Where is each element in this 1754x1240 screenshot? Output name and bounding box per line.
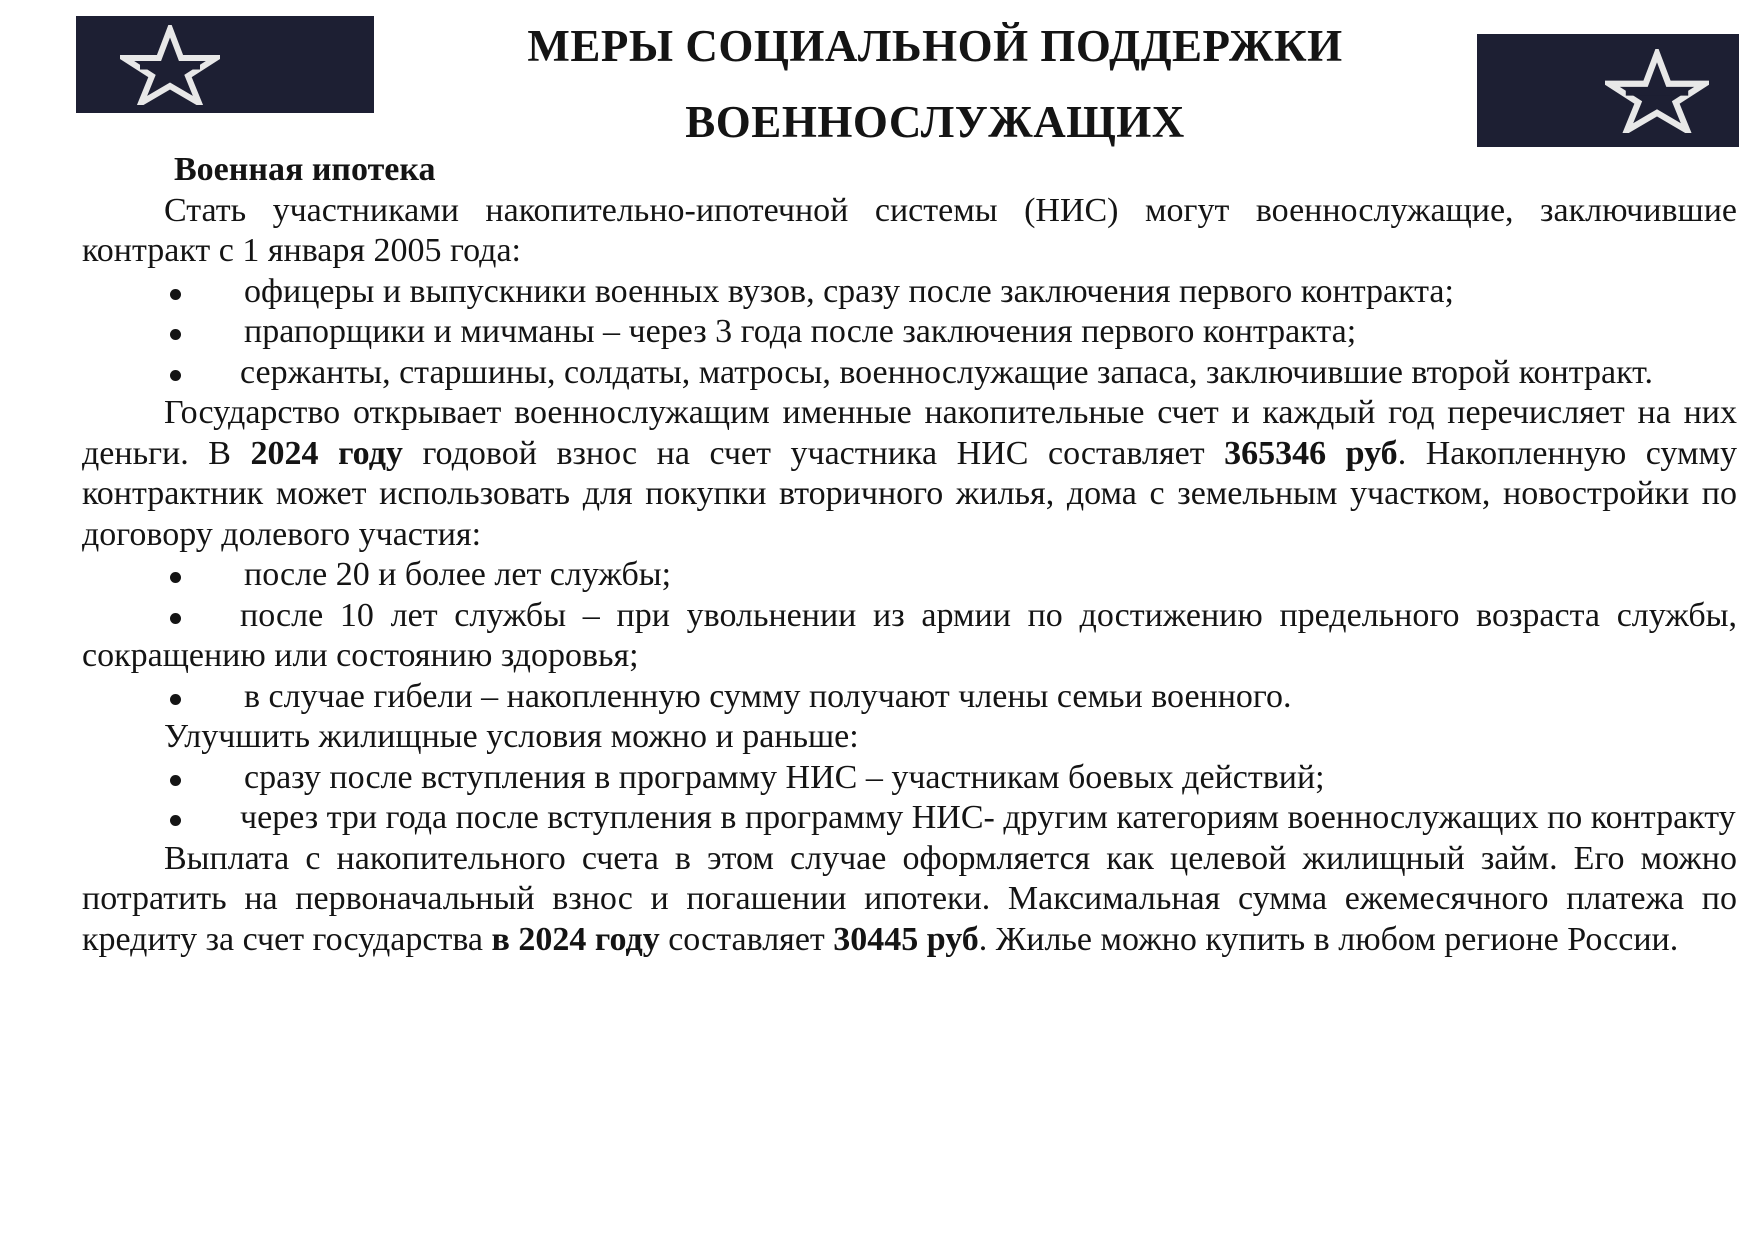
intro-paragraph: Стать участниками накопительно-ипотечной системы (НИС) могут военнослужащие, заключившие контракт с 1 января 2005 года: xyxy=(82,191,1737,269)
army-star-icon xyxy=(120,25,220,105)
list-item: через три года после вступления в программу НИС- другим категориям военнослужащих по контракту xyxy=(82,798,1737,839)
page-title-line-2: ВОЕННОСЛУЖАЩИХ xyxy=(685,97,1185,147)
bullet-icon xyxy=(170,815,181,826)
page-title-line-1: МЕРЫ СОЦИАЛЬНОЙ ПОДДЕРЖКИ xyxy=(527,21,1343,71)
army-star-icon xyxy=(1605,49,1709,133)
list-item: сразу после вступления в программу НИС – участникам боевых действий; xyxy=(82,758,1737,799)
loan-year: в 2024 году xyxy=(491,920,660,958)
header-banner-left xyxy=(76,16,374,113)
list-item: после 20 и более лет службы; xyxy=(82,555,1737,596)
list-item: сержанты, старшины, солдаты, матросы, военнослужащие запаса, заключившие второй контракт. xyxy=(82,353,1737,394)
document-body xyxy=(82,150,1737,960)
bullet-icon xyxy=(170,289,181,300)
list-item: после 10 лет службы – при увольнении из армии по достижению предельного возраста службы, сокращению или состоянию здоровья; xyxy=(82,596,1737,674)
list-item: прапорщики и мичманы – через 3 года после заключения первого контракта; xyxy=(82,312,1737,353)
loan-paragraph: Выплата с накопительного счета в этом случае оформляется как целевой жилищный займ. Его можно потратить на первоначальный взнос и погашении ипотеки. Максимальная сумма ежемесячного платежа по кредиту за счет государства в 2024 году составляет 30445 руб. Жилье можно купить в любом регионе России. xyxy=(82,839,1737,958)
contribution-amount: 365346 руб xyxy=(1224,434,1398,472)
bullet-icon xyxy=(170,775,181,786)
header-banner-right xyxy=(1477,34,1739,147)
bullet-icon xyxy=(170,370,181,381)
list-item: в случае гибели – накопленную сумму получают члены семьи военного. xyxy=(82,677,1737,718)
loan-amount: 30445 руб xyxy=(833,920,979,958)
bullet-icon xyxy=(170,329,181,340)
improve-intro: Улучшить жилищные условия можно и раньше: xyxy=(164,718,859,755)
bullet-icon xyxy=(170,694,181,705)
section-heading: Военная ипотека xyxy=(174,151,436,188)
list-item: офицеры и выпускники военных вузов, сразу после заключения первого контракта; xyxy=(82,272,1737,313)
bullet-icon xyxy=(170,613,181,624)
contribution-year: 2024 году xyxy=(250,434,403,472)
contribution-paragraph: Государство открывает военнослужащим именные накопительные счет и каждый год перечисляет на них деньги. В 2024 году годовой взнос на счет участника НИС составляет 365346 руб. Накопленную сумму контрактник может использовать для покупки вторичного жилья, дома с земельным участком, новостройки по договору долевого участия: xyxy=(82,394,1738,553)
bullet-icon xyxy=(170,572,181,583)
